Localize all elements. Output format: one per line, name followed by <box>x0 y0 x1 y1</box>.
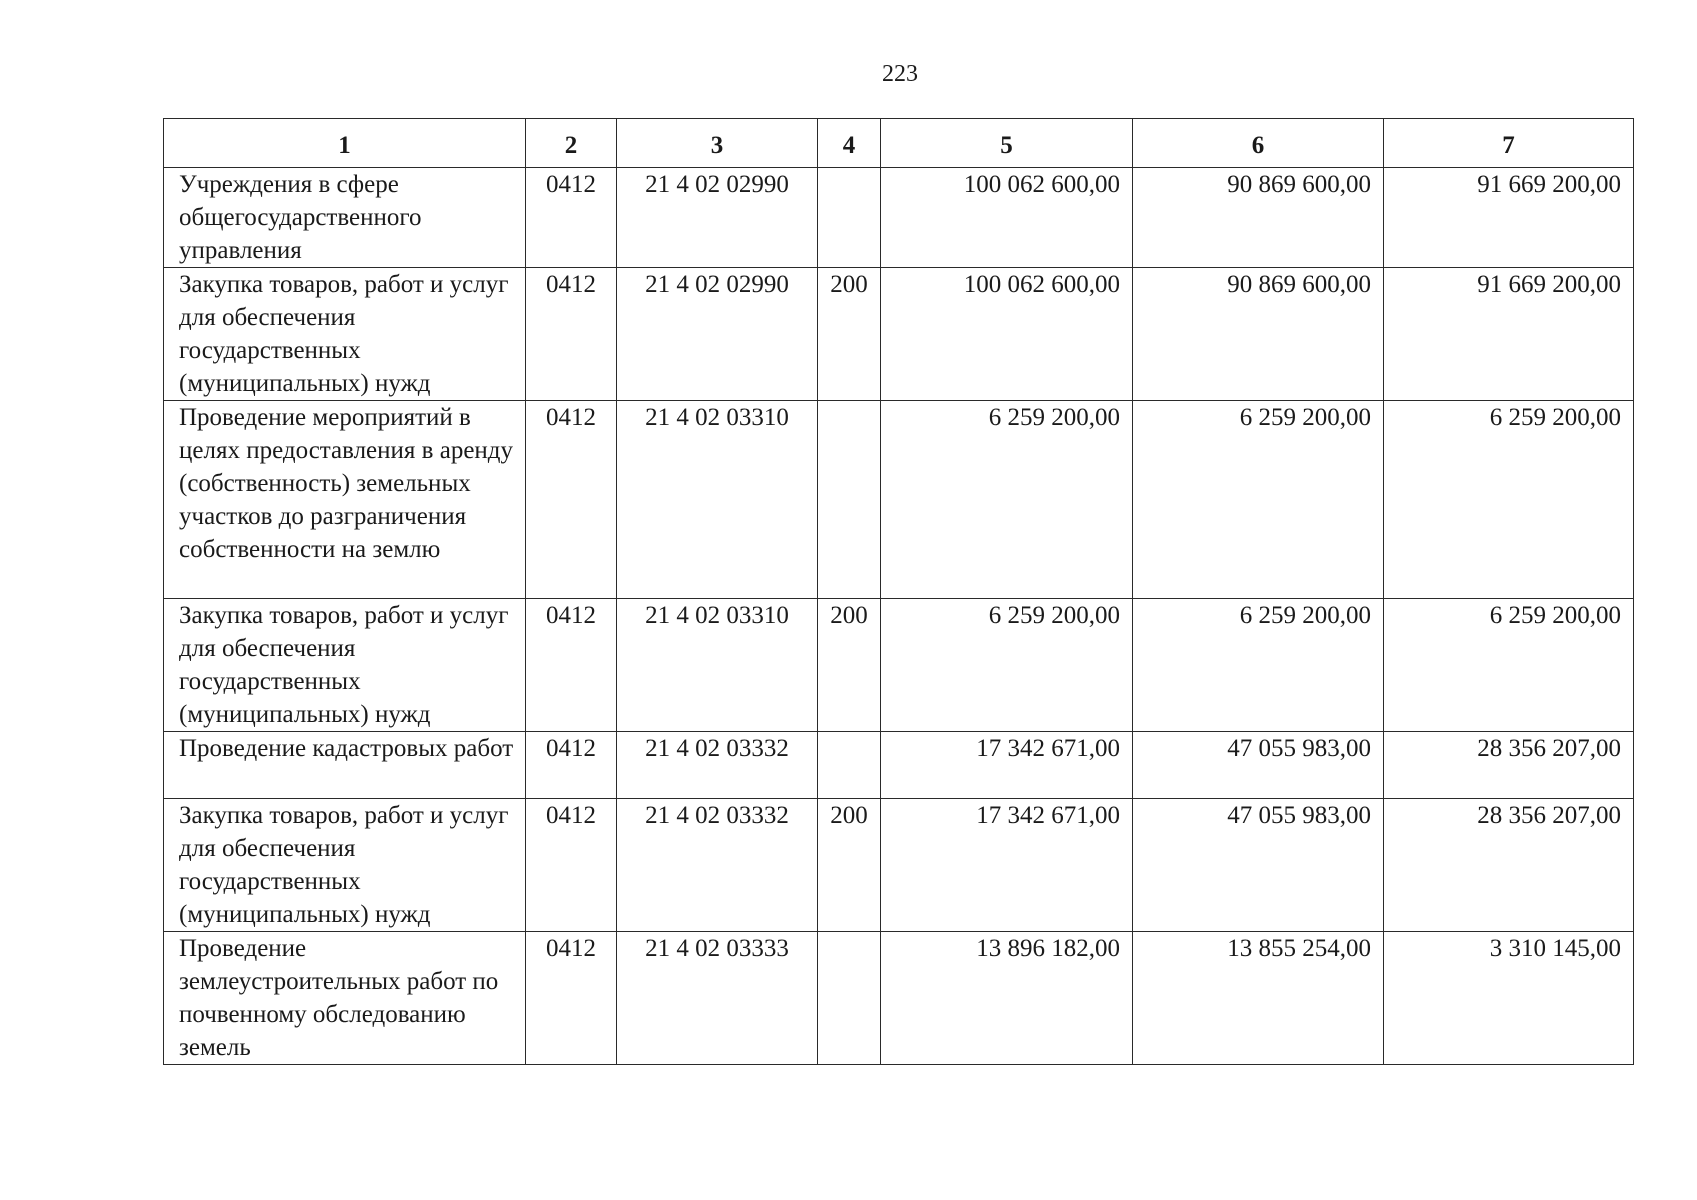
row-expense-kind <box>818 932 881 1065</box>
row-amount-col6: 6 259 200,00 <box>1133 599 1384 732</box>
row-section: 0412 <box>526 932 617 1065</box>
row-expense-kind <box>818 401 881 599</box>
row-target-code: 21 4 02 03332 <box>617 799 818 932</box>
row-section: 0412 <box>526 732 617 799</box>
row-section: 0412 <box>526 268 617 401</box>
row-amount-col7: 6 259 200,00 <box>1384 401 1634 599</box>
row-name: Закупка товаров, работ и услуг для обеспечения государственных (муниципальных) нужд <box>164 799 526 932</box>
row-amount-col6: 47 055 983,00 <box>1133 799 1384 932</box>
column-header-1: 1 <box>164 119 526 168</box>
column-header-7: 7 <box>1384 119 1634 168</box>
row-amount-col7: 28 356 207,00 <box>1384 799 1634 932</box>
table-row <box>164 599 1634 732</box>
row-amount-col5: 13 896 182,00 <box>881 932 1133 1065</box>
table-row <box>164 401 1634 599</box>
row-name: Закупка товаров, работ и услуг для обеспечения государственных (муниципальных) нужд <box>164 268 526 401</box>
page-number: 223 <box>882 61 918 87</box>
row-amount-col5: 17 342 671,00 <box>881 732 1133 799</box>
row-amount-col7: 28 356 207,00 <box>1384 732 1634 799</box>
row-name: Учреждения в сфере общегосударственного управления <box>164 168 526 268</box>
row-amount-col6: 13 855 254,00 <box>1133 932 1384 1065</box>
row-name: Проведение кадастровых работ <box>164 732 526 799</box>
row-section: 0412 <box>526 401 617 599</box>
table-row <box>164 168 1634 268</box>
table-row <box>164 268 1634 401</box>
row-section: 0412 <box>526 168 617 268</box>
row-amount-col5: 6 259 200,00 <box>881 599 1133 732</box>
row-name: Закупка товаров, работ и услуг для обеспечения государственных (муниципальных) нужд <box>164 599 526 732</box>
row-expense-kind <box>818 732 881 799</box>
budget-table <box>163 118 1634 1065</box>
row-amount-col7: 91 669 200,00 <box>1384 168 1634 268</box>
column-header-2: 2 <box>526 119 617 168</box>
row-section: 0412 <box>526 599 617 732</box>
row-target-code: 21 4 02 02990 <box>617 268 818 401</box>
row-target-code: 21 4 02 03310 <box>617 599 818 732</box>
row-amount-col6: 90 869 600,00 <box>1133 268 1384 401</box>
row-amount-col5: 6 259 200,00 <box>881 401 1133 599</box>
column-header-5: 5 <box>881 119 1133 168</box>
column-header-4: 4 <box>818 119 881 168</box>
row-amount-col5: 100 062 600,00 <box>881 268 1133 401</box>
row-name: Проведение землеустроительных работ по почвенному обследованию земель <box>164 932 526 1065</box>
column-header-3: 3 <box>617 119 818 168</box>
row-expense-kind <box>818 168 881 268</box>
table-row <box>164 799 1634 932</box>
row-amount-col7: 3 310 145,00 <box>1384 932 1634 1065</box>
row-amount-col7: 91 669 200,00 <box>1384 268 1634 401</box>
row-amount-col7: 6 259 200,00 <box>1384 599 1634 732</box>
header-row <box>164 119 1634 168</box>
table-row <box>164 932 1634 1065</box>
row-amount-col5: 17 342 671,00 <box>881 799 1133 932</box>
row-target-code: 21 4 02 03332 <box>617 732 818 799</box>
row-amount-col6: 47 055 983,00 <box>1133 732 1384 799</box>
row-amount-col6: 90 869 600,00 <box>1133 168 1384 268</box>
row-amount-col5: 100 062 600,00 <box>881 168 1133 268</box>
row-expense-kind: 200 <box>818 268 881 401</box>
row-name: Проведение мероприятий в целях предоставления в аренду (собственность) земельных участков до разграничения собственности на землю <box>164 401 526 599</box>
row-expense-kind: 200 <box>818 799 881 932</box>
table-row <box>164 732 1634 799</box>
row-target-code: 21 4 02 03310 <box>617 401 818 599</box>
column-header-6: 6 <box>1133 119 1384 168</box>
row-target-code: 21 4 02 02990 <box>617 168 818 268</box>
row-section: 0412 <box>526 799 617 932</box>
row-amount-col6: 6 259 200,00 <box>1133 401 1384 599</box>
row-target-code: 21 4 02 03333 <box>617 932 818 1065</box>
row-expense-kind: 200 <box>818 599 881 732</box>
